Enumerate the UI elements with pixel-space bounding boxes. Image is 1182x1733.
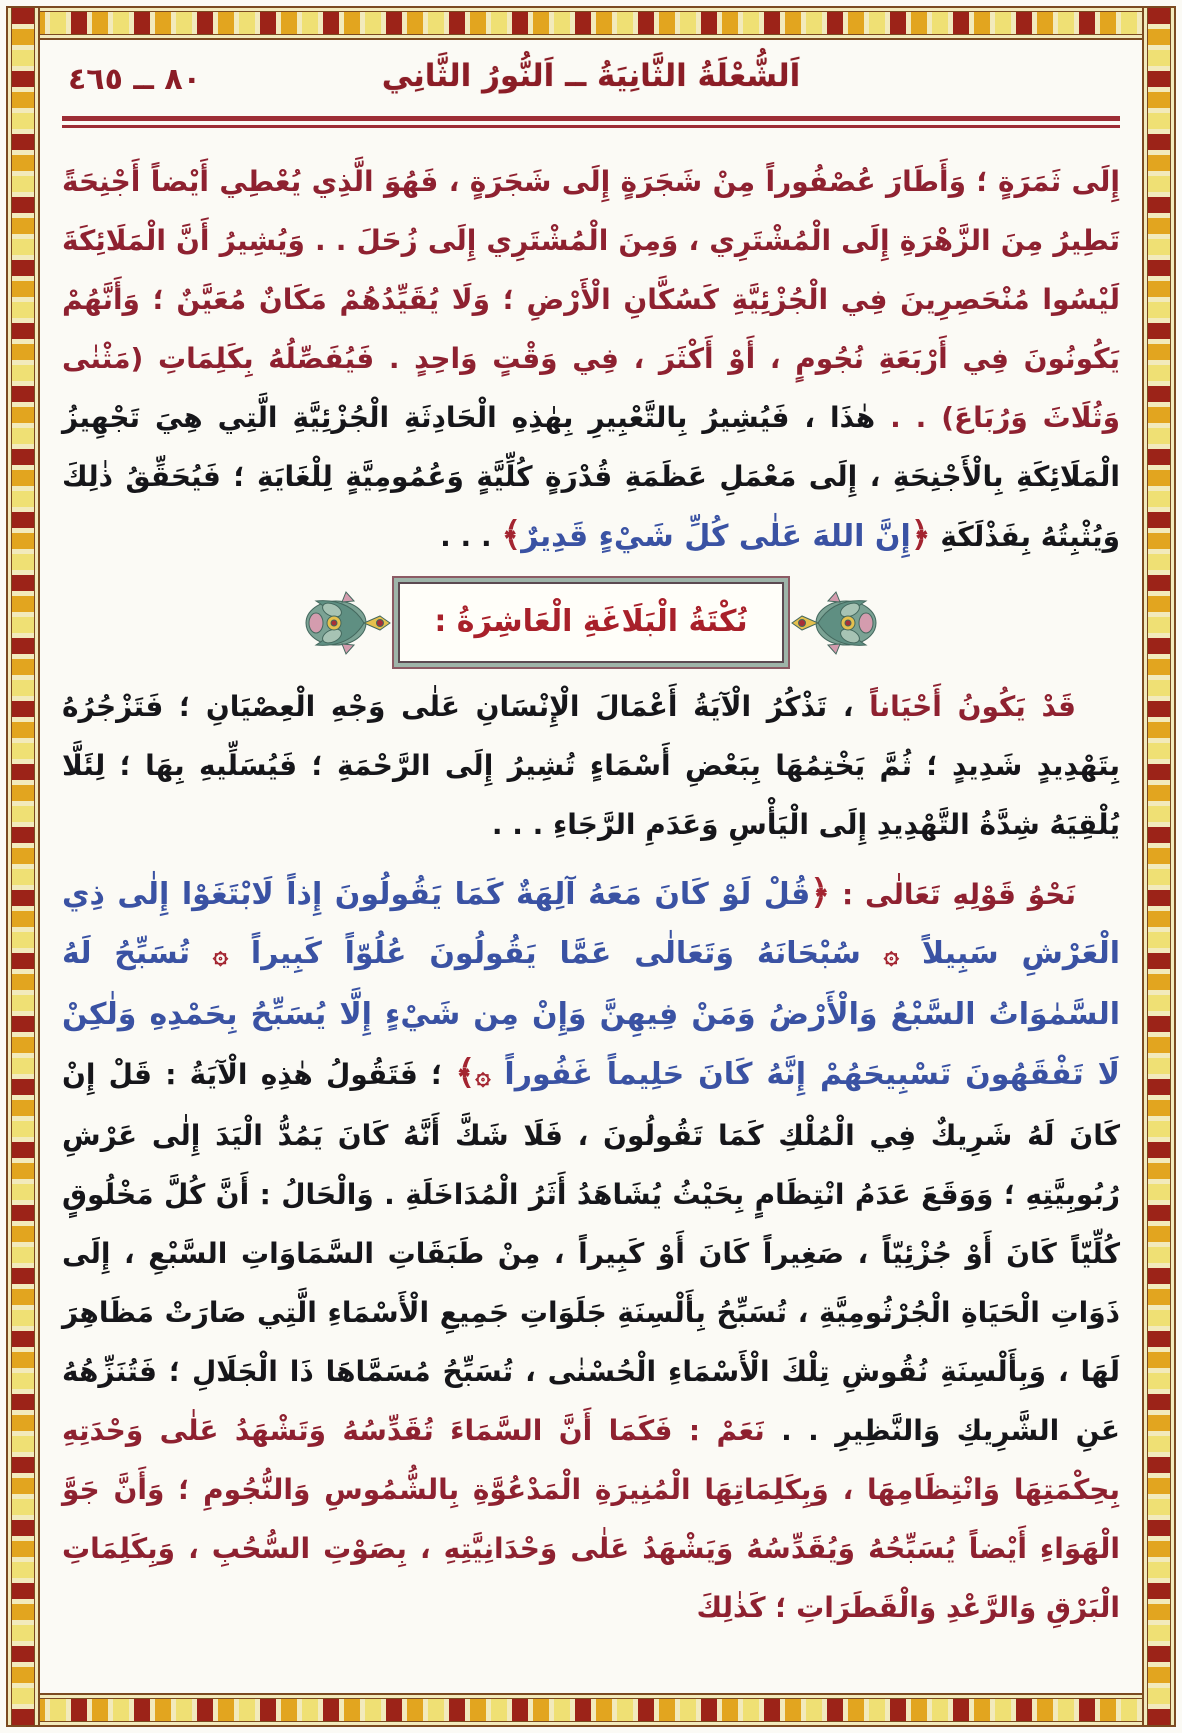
body-text [62, 152, 1120, 1637]
text-segment-red: قَدْ يَكُونُ أَحْيَاناً [853, 690, 1077, 723]
header-double-rule [62, 116, 1120, 128]
text-segment-ornament: ﴿ [810, 873, 831, 913]
section-heading [62, 582, 1120, 663]
body-paragraph-2 [62, 677, 1120, 854]
text-segment-black: ؛ فَتَقُولُ هٰذِهِ الْآيَةُ : قَلْ إِنْ كَانَ لَهُ شَرِيكٌ فِي الْمُلْكِ كَمَا تَقُولُونَ ، فَلَا شَكَّ أَنَّهُ كَانَ يَمُدُّ الْيَدَ إِلٰى عَرْشِ رُبُوبِيَّتِهِ ؛ وَوَقَعَ عَدَمُ انْتِظَامٍ بِحَيْثُ يُشَاهَدُ أَثَرُ الْمُدَاخَلَةِ . وَالْحَالُ : أَنَّ كُلَّ مَخْلُوقٍ كُلِّيّاً كَانَ أَوْ جُزْئِيّاً ، صَغِيراً كَانَ أَوْ كَبِيراً ، مِنْ طَبَقَاتِ السَّمَاوَاتِ السَّبْعِ ، إِلَى ذَوَاتِ الْحَيَاةِ الْجُرْثُومِيَّةِ ، تُسَبِّحُ بِأَلْسِنَةِ جَلَوَاتِ جَمِيعِ الْأَسْمَاءِ الَّتِي صَارَتْ مَظَاهِرَ لَهَا ، وَبِأَلْسِنَةِ نُقُوشِ تِلْكَ الْأَسْمَاءِ الْحُسْنٰى ، تُسَبِّحُ مُسَمَّاهَا ذَا الْجَلَالِ ؛ فَتُنَزِّهُهُ عَنِ الشَّرِيكِ وَالنَّظِيرِ . . [62, 1058, 1120, 1447]
text-segment-quran: إِنَّ اللهَ عَلٰى كُلِّ شَيْءٍ قَدِيرٌ [521, 519, 911, 554]
text-segment-rosette: ۞ [212, 940, 229, 970]
text-segment-ornament: ﴿ [910, 515, 931, 555]
text-segment-rosette: ۞ [475, 1061, 491, 1091]
text-segment-ornament: ﴾ [455, 1053, 476, 1093]
text-segment-black: ، تَذْكُرُ الْآيَةُ أَعْمَالَ الْإِنْسَانِ عَلٰى وَجْهِ الْعِصْيَانِ ؛ فَتَزْجُرُهُ بِتَهْدِيدٍ شَدِيدٍ ؛ ثُمَّ يَخْتِمُهَا بِبَعْضِ أَسْمَاءٍ تُشِيرُ إِلَى الرَّحْمَةِ ؛ فَيُسَلِّيهِ بِهَا ؛ لِئَلَّا يُلْقِيَهُ شِدَّةُ التَّهْدِيدِ إِلَى الْيَأْسِ وَعَدَمِ الرَّجَاءِ . . . [62, 690, 1120, 841]
border-chain-left [6, 6, 40, 1727]
page-content [62, 46, 1120, 1687]
section-heading-label: نُكْتَةُ الْبَلَاغَةِ الْعَاشِرَةُ : [398, 582, 783, 663]
text-segment-black: . . . [440, 520, 502, 553]
floral-flourish-icon [788, 588, 884, 658]
text-segment-quran: قُلْ لَوْ كَانَ مَعَهُ آلِهَةٌ كَمَا يَقُولُونَ إِذاً لَابْتَغَوْا إِلٰى ذِي الْعَرْشِ سَبِيلاً [62, 877, 1121, 971]
text-segment-rosette: ۞ [883, 940, 899, 970]
border-chain-bottom [6, 1693, 1176, 1727]
text-segment-black: هٰذَا ، فَيُشِيرُ بِالتَّعْبِيرِ بِهٰذِهِ الْحَادِثَةِ الْجُزْئِيَّةِ الَّتِي هِيَ تَجْهِيزُ الْمَلَائِكَةِ بِالْأَجْنِحَةِ ، إِلَى مَعْمَلِ عَظَمَةِ قُدْرَةٍ كُلِّيَّةٍ وَعُمُومِيَّةٍ لِلْغَايَةِ ؛ فَيُحَقِّقُ ذٰلِكَ وَيُثْبِتُهُ بِفَذْلَكَةِ [62, 401, 1120, 553]
floral-flourish-icon [298, 588, 394, 658]
page-numbers: ٨٠ ــ ٤٦٥ [68, 62, 201, 97]
page-header [62, 46, 1120, 106]
text-segment-ornament: ﴾ [501, 515, 522, 555]
body-paragraph-3 [62, 864, 1120, 1637]
text-segment-red: نَحْوُ قَوْلِهِ تَعَالٰى : [830, 878, 1077, 911]
border-chain-top [6, 6, 1176, 40]
text-segment-red: نَعَمْ : فَكَمَا أَنَّ السَّمَاءَ تُقَدِّسُهُ وَتَشْهَدُ عَلٰى وَحْدَتِهِ بِحِكْمَتِهَا وَانْتِظَامِهَا ، وَبِكَلِمَاتِهَا الْمُنِيرَةِ الْمَدْعُوَّةِ بِالشُّمُوسِ وَالنُّجُومِ ؛ وَأَنَّ جَوَّ الْهَوَاءِ أَيْضاً يُسَبِّحُهُ وَيُقَدِّسُهُ وَيَشْهَدُ عَلٰى وَحْدَانِيَّتِهِ ، بِصَوْتِ السُّحُبِ ، وَبِكَلِمَاتِ الْبَرْقِ وَالرَّعْدِ وَالْقَطَرَاتِ ؛ كَذٰلِكَ [62, 1414, 1120, 1624]
border-chain-right [1142, 6, 1176, 1727]
body-paragraph-1 [62, 152, 1120, 566]
page-title: اَلشُّعْلَةُ الثَّانِيَةُ ــ اَلنُّورُ الثَّانِي [381, 58, 801, 94]
text-segment-quran: تُسَبِّحُ لَهُ السَّمٰوَاتُ السَّبْعُ وَالْأَرْضُ وَمَنْ فِيهِنَّ وَإِنْ مِن شَيْءٍ إِلَّا يُسَبِّحُ بِحَمْدِهِ وَلٰكِنْ لَا تَفْقَهُونَ تَسْبِيحَهُمْ إِنَّهُ كَانَ حَلِيماً غَفُوراً [62, 936, 1120, 1092]
text-segment-red: إِلَى ثَمَرَةٍ ؛ وَأَطَارَ عُصْفُوراً مِنْ شَجَرَةٍ إِلَى شَجَرَةٍ ، فَهُوَ الَّذِي يُعْطِي أَيْضاً أَجْنِحَةً تَطِيرُ مِنَ الزَّهْرَةِ إِلَى الْمُشْتَرِي ، وَمِنَ الْمُشْتَرِي إِلَى زُحَلَ . . وَيُشِيرُ أَنَّ الْمَلَائِكَةَ لَيْسُوا مُنْحَصِرِينَ فِي الْجُزْئِيَّةِ كَسُكَّانِ الْأَرْضِ ؛ وَلَا يُقَيِّدُهُمْ مَكَانٌ مُعَيَّنٌ ؛ وَأَنَّهُمْ يَكُونُونَ فِي أَرْبَعَةِ نُجُومٍ ، أَوْ أَكْثَرَ ، فِي وَقْتٍ وَاحِدٍ . فَيُفَصِّلُهُ بِكَلِمَاتِ (مَثْنٰى وَثُلَاثَ وَرُبَاعَ) . . [62, 165, 1120, 434]
text-segment-quran: سُبْحَانَهُ وَتَعَالٰى عَمَّا يَقُولُونَ عُلُوّاً كَبِيراً [228, 936, 884, 971]
